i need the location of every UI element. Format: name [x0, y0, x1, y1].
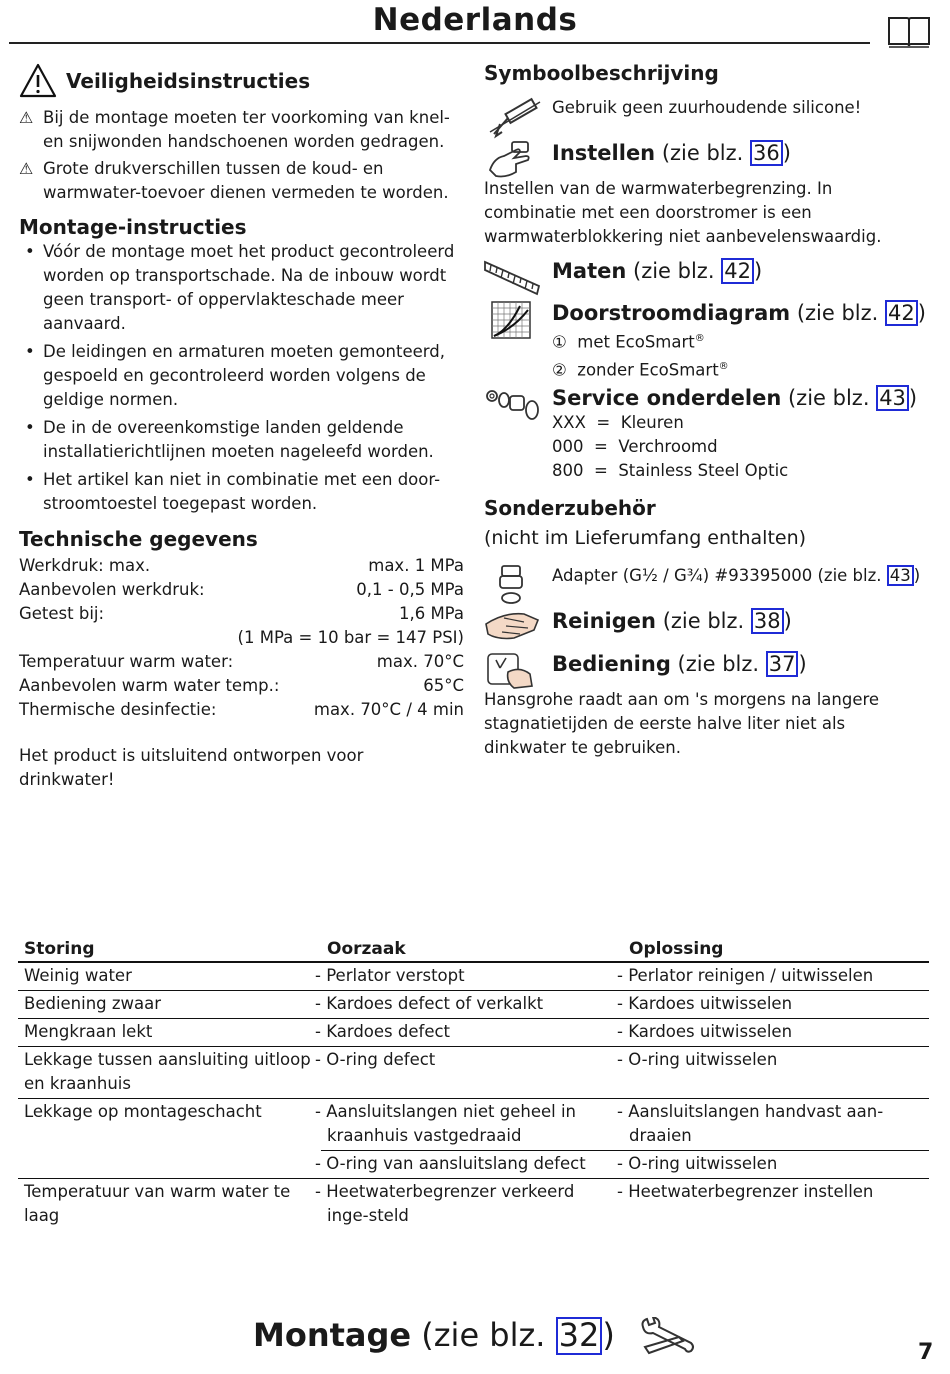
page-ref-link[interactable]: 36 [750, 140, 783, 166]
tech-row: Thermische desinfectie: max. 70°C / 4 min [19, 700, 464, 719]
cleaning-hand-icon [484, 604, 540, 646]
warning-icon [19, 63, 57, 99]
safety-list [19, 106, 464, 205]
ruler-icon [483, 256, 541, 300]
table-row: Temperatuur van warm water te laag - Heetwaterbegrenzer verkeerd inge-steld - Heetwaterbegrenzer instellen [24, 1182, 874, 1225]
table-row: Lekkage op montageschacht - Aansluitslangen niet geheel in kraanhuis vastgedraaid - Aansluitslangen handvast aan-draaien [18, 1099, 929, 1151]
table-row: Bediening zwaar - Kardoes defect of verkalkt - Kardoes uitwisselen [18, 991, 929, 1019]
page-number: 7 [918, 1340, 934, 1365]
list-item: XXX = Kleuren [552, 413, 684, 432]
list-item: ① met EcoSmart® [552, 332, 705, 352]
service-codes [552, 411, 788, 483]
page-ref-link[interactable]: 43 [887, 565, 914, 586]
column-header: Storing [18, 937, 321, 962]
flow-diagram-icon [490, 300, 532, 340]
page-title: Nederlands [372, 2, 578, 38]
safety-heading [19, 62, 464, 100]
adapter-icon [496, 564, 526, 606]
table-row: Lekkage tussen aansluiting uitloop en kraanhuis - O-ring defect - O-ring uitwisselen [18, 1047, 929, 1099]
symbols-title: Symboolbeschrijving [484, 61, 719, 85]
tech-row: Temperatuur warm water: max. 70°C [19, 652, 464, 671]
page-ref-link[interactable]: 42 [885, 300, 918, 326]
flow-heading: Doorstroomdiagram (zie blz. 42 ) [552, 301, 926, 325]
instellen-text: Instellen van de warmwaterbegrenzing. In combinatie met een doorstromer is een warmwaterblokkering niet aanbevelenswaardig. [484, 179, 882, 246]
safety-title: Veiligheidsinstructies [66, 69, 311, 93]
wrench-icon [639, 1317, 697, 1357]
warning-small-icon: ⚠ [19, 159, 34, 178]
footer-montage-heading: Montage (zie blz. 32) [0, 1316, 950, 1357]
technical-title: Technische gegevens [19, 527, 258, 551]
accessories-title: Sonderzubehör [484, 496, 656, 520]
accessories-subtitle: (nicht im Lieferumfang enthalten) [484, 527, 807, 549]
left-column [19, 62, 464, 792]
list-item: • De leidingen en armaturen moeten gemonteerd, gespoeld en gecontroleerd worden volgens de geldige normen. [25, 342, 445, 409]
table-row: Weinig water - Perlator verstopt - Perlator reinigen / uitwisselen [18, 962, 929, 991]
tech-row: Aanbevolen werkdruk: 0,1 - 0,5 MPa [19, 580, 464, 599]
adapter-text: Adapter (G½ / G¾) #93395000 (zie blz. 43 ) [552, 566, 921, 585]
page-ref-link[interactable]: 37 [766, 651, 799, 677]
spare-parts-icon [484, 384, 542, 424]
column-header: Oorzaak [321, 937, 623, 962]
silicone-text: Gebruik geen zuurhoudende silicone! [552, 98, 862, 117]
instellen-heading: Instellen (zie blz. 36 ) [552, 141, 791, 165]
table-header-row [18, 937, 929, 962]
table-row: Mengkraan lekt - Kardoes defect - Kardoes uitwisselen [18, 1019, 929, 1047]
safety-item: ⚠ Bij de montage moeten ter voorkoming van knel- en snijwonden handschoenen worden gedragen. [19, 108, 450, 151]
tech-row: Getest bij: 1,6 MPa [19, 604, 464, 623]
list-item: 000 = Verchroomd [552, 437, 718, 456]
page-ref-link[interactable]: 42 [721, 258, 754, 284]
header-rule [9, 42, 870, 44]
troubleshooting-table [18, 937, 929, 1230]
service-heading: Service onderdelen (zie blz. 43 ) [552, 386, 918, 410]
bediening-text: Hansgrohe raadt aan om 's morgens na langere stagnatietijden de eerste halve liter niet als dinkwater te gebruiken. [484, 690, 880, 757]
page-ref-link[interactable]: 43 [876, 385, 909, 411]
page-ref-link[interactable]: 38 [751, 608, 784, 634]
operation-hand-icon [486, 648, 536, 690]
column-header: Oplossing [623, 937, 929, 962]
list-item: • Het artikel kan niet in combinatie met een door-stroomtoestel toegepast worden. [25, 470, 441, 513]
assembly-list [19, 240, 464, 516]
flow-legend [552, 327, 729, 382]
tech-row: (1 MPa = 10 bar = 147 PSI) [237, 628, 464, 647]
adjust-hand-icon [486, 140, 534, 180]
assembly-title: Montage-instructies [19, 215, 247, 239]
bediening-heading: Bediening (zie blz. 37 ) [552, 652, 807, 676]
silicone-gun-icon [488, 96, 544, 140]
safety-item: ⚠ Grote drukverschillen tussen de koud- en warmwater-toevoer dienen vermeden te worden. [19, 159, 449, 202]
table-row: - O-ring van aansluitslang defect - O-ring uitwisselen [18, 1151, 929, 1179]
list-item: ② zonder EcoSmart® [552, 360, 729, 379]
tech-row: Aanbevolen warm water temp.: 65°C [19, 676, 464, 695]
warning-small-icon: ⚠ [19, 108, 34, 127]
drinking-water-note: Het product is uitsluitend ontworpen voor drinkwater! [19, 746, 364, 789]
page-ref-link[interactable]: 32 [556, 1317, 603, 1355]
list-item: • De in de overeenkomstige landen geldende installatierichtlijnen moeten nageleefd worden. [25, 418, 434, 461]
right-column [484, 60, 929, 86]
maten-heading: Maten (zie blz. 42 ) [552, 259, 763, 283]
tech-row: Werkdruk: max. max. 1 MPa [19, 556, 464, 575]
list-item: 800 = Stainless Steel Optic [552, 461, 789, 480]
book-icon [887, 14, 931, 50]
technical-table [19, 554, 464, 722]
list-item: • Vóór de montage moet het product gecontroleerd worden op transportschade. Na de inbouw wordt geen transport- of oppervlakteschade meer aanvaard. [25, 242, 455, 333]
reinigen-heading: Reinigen (zie blz. 38 ) [552, 609, 792, 633]
